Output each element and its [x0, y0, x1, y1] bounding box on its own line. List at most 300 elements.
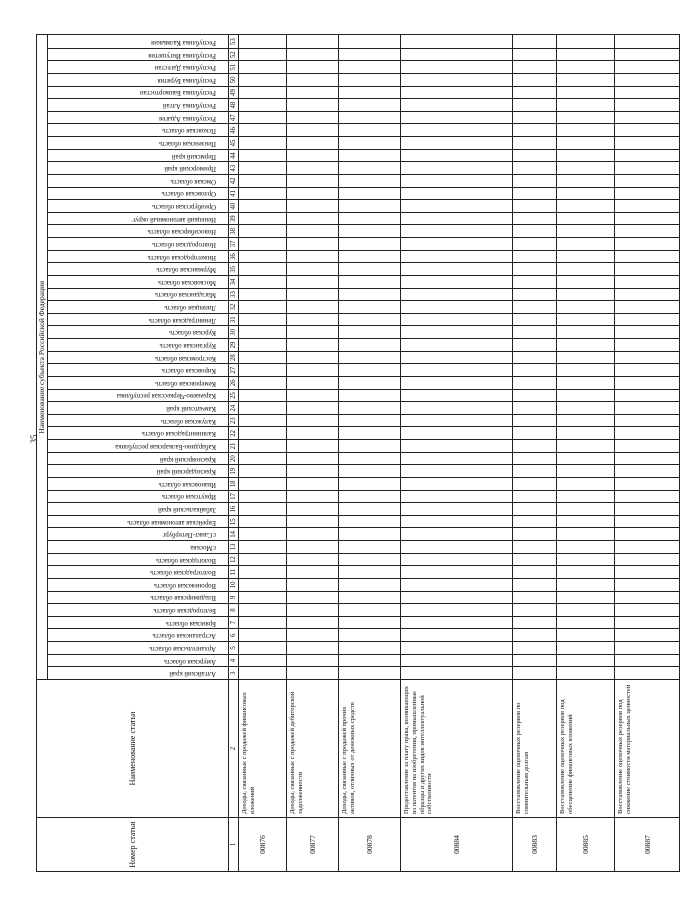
value-cell[interactable] [401, 111, 513, 124]
value-cell[interactable] [557, 452, 615, 465]
value-cell[interactable] [557, 263, 615, 276]
value-cell[interactable] [339, 339, 401, 352]
value-cell[interactable] [339, 200, 401, 213]
value-cell[interactable] [339, 364, 401, 377]
value-cell[interactable] [239, 111, 287, 124]
value-cell[interactable] [513, 351, 557, 364]
value-cell[interactable] [615, 200, 680, 213]
value-cell[interactable] [287, 604, 339, 617]
value-cell[interactable] [557, 250, 615, 263]
value-cell[interactable] [557, 301, 615, 314]
value-cell[interactable] [287, 111, 339, 124]
value-cell[interactable] [557, 313, 615, 326]
value-cell[interactable] [401, 35, 513, 48]
value-cell[interactable] [239, 149, 287, 162]
value-cell[interactable] [513, 238, 557, 251]
value-cell[interactable] [513, 288, 557, 301]
value-cell[interactable] [513, 604, 557, 617]
value-cell[interactable] [557, 111, 615, 124]
value-cell[interactable] [239, 452, 287, 465]
value-cell[interactable] [401, 579, 513, 592]
value-cell[interactable] [513, 541, 557, 554]
value-cell[interactable] [339, 629, 401, 642]
value-cell[interactable] [513, 465, 557, 478]
value-cell[interactable] [401, 86, 513, 99]
value-cell[interactable] [339, 288, 401, 301]
value-cell[interactable] [401, 187, 513, 200]
value-cell[interactable] [513, 263, 557, 276]
value-cell[interactable] [513, 250, 557, 263]
value-cell[interactable] [239, 566, 287, 579]
value-cell[interactable] [401, 465, 513, 478]
value-cell[interactable] [615, 288, 680, 301]
value-cell[interactable] [557, 579, 615, 592]
value-cell[interactable] [513, 187, 557, 200]
value-cell[interactable] [513, 591, 557, 604]
value-cell[interactable] [287, 99, 339, 112]
value-cell[interactable] [239, 642, 287, 655]
value-cell[interactable] [239, 654, 287, 667]
value-cell[interactable] [401, 440, 513, 453]
value-cell[interactable] [401, 642, 513, 655]
value-cell[interactable] [615, 503, 680, 516]
value-cell[interactable] [615, 175, 680, 188]
value-cell[interactable] [615, 579, 680, 592]
value-cell[interactable] [287, 250, 339, 263]
value-cell[interactable] [239, 225, 287, 238]
value-cell[interactable] [513, 414, 557, 427]
value-cell[interactable] [287, 339, 339, 352]
value-cell[interactable] [557, 553, 615, 566]
value-cell[interactable] [401, 162, 513, 175]
value-cell[interactable] [339, 440, 401, 453]
value-cell[interactable] [557, 61, 615, 74]
value-cell[interactable] [557, 503, 615, 516]
value-cell[interactable] [339, 604, 401, 617]
value-cell[interactable] [339, 579, 401, 592]
value-cell[interactable] [287, 402, 339, 415]
value-cell[interactable] [615, 250, 680, 263]
value-cell[interactable] [513, 86, 557, 99]
value-cell[interactable] [339, 591, 401, 604]
value-cell[interactable] [239, 276, 287, 289]
value-cell[interactable] [287, 465, 339, 478]
value-cell[interactable] [615, 465, 680, 478]
value-cell[interactable] [401, 339, 513, 352]
value-cell[interactable] [513, 276, 557, 289]
value-cell[interactable] [615, 162, 680, 175]
value-cell[interactable] [557, 427, 615, 440]
value-cell[interactable] [239, 503, 287, 516]
value-cell[interactable] [513, 478, 557, 491]
value-cell[interactable] [339, 427, 401, 440]
value-cell[interactable] [239, 35, 287, 48]
value-cell[interactable] [401, 452, 513, 465]
value-cell[interactable] [513, 579, 557, 592]
value-cell[interactable] [339, 162, 401, 175]
value-cell[interactable] [401, 616, 513, 629]
value-cell[interactable] [339, 187, 401, 200]
value-cell[interactable] [615, 212, 680, 225]
value-cell[interactable] [615, 48, 680, 61]
value-cell[interactable] [615, 515, 680, 528]
value-cell[interactable] [557, 212, 615, 225]
value-cell[interactable] [239, 616, 287, 629]
value-cell[interactable] [557, 48, 615, 61]
value-cell[interactable] [287, 440, 339, 453]
value-cell[interactable] [513, 528, 557, 541]
value-cell[interactable] [615, 553, 680, 566]
value-cell[interactable] [401, 313, 513, 326]
value-cell[interactable] [339, 389, 401, 402]
value-cell[interactable] [287, 579, 339, 592]
value-cell[interactable] [557, 629, 615, 642]
value-cell[interactable] [287, 389, 339, 402]
value-cell[interactable] [339, 377, 401, 390]
value-cell[interactable] [513, 553, 557, 566]
value-cell[interactable] [401, 604, 513, 617]
value-cell[interactable] [557, 654, 615, 667]
value-cell[interactable] [239, 604, 287, 617]
value-cell[interactable] [287, 137, 339, 150]
value-cell[interactable] [557, 86, 615, 99]
value-cell[interactable] [239, 541, 287, 554]
value-cell[interactable] [557, 137, 615, 150]
value-cell[interactable] [239, 465, 287, 478]
value-cell[interactable] [401, 175, 513, 188]
value-cell[interactable] [513, 364, 557, 377]
value-cell[interactable] [401, 200, 513, 213]
value-cell[interactable] [615, 667, 680, 680]
value-cell[interactable] [401, 48, 513, 61]
value-cell[interactable] [401, 225, 513, 238]
value-cell[interactable] [287, 553, 339, 566]
value-cell[interactable] [557, 566, 615, 579]
value-cell[interactable] [239, 528, 287, 541]
value-cell[interactable] [287, 515, 339, 528]
value-cell[interactable] [239, 427, 287, 440]
value-cell[interactable] [239, 377, 287, 390]
value-cell[interactable] [401, 503, 513, 516]
value-cell[interactable] [239, 667, 287, 680]
value-cell[interactable] [513, 162, 557, 175]
value-cell[interactable] [615, 111, 680, 124]
value-cell[interactable] [339, 452, 401, 465]
value-cell[interactable] [557, 616, 615, 629]
value-cell[interactable] [239, 263, 287, 276]
value-cell[interactable] [401, 402, 513, 415]
value-cell[interactable] [401, 276, 513, 289]
value-cell[interactable] [401, 591, 513, 604]
value-cell[interactable] [557, 642, 615, 655]
value-cell[interactable] [513, 74, 557, 87]
value-cell[interactable] [287, 238, 339, 251]
value-cell[interactable] [615, 440, 680, 453]
value-cell[interactable] [557, 490, 615, 503]
value-cell[interactable] [287, 667, 339, 680]
value-cell[interactable] [239, 61, 287, 74]
value-cell[interactable] [287, 642, 339, 655]
value-cell[interactable] [615, 263, 680, 276]
value-cell[interactable] [513, 61, 557, 74]
value-cell[interactable] [287, 86, 339, 99]
value-cell[interactable] [287, 149, 339, 162]
value-cell[interactable] [339, 326, 401, 339]
value-cell[interactable] [287, 566, 339, 579]
value-cell[interactable] [239, 414, 287, 427]
value-cell[interactable] [239, 326, 287, 339]
value-cell[interactable] [557, 377, 615, 390]
value-cell[interactable] [513, 301, 557, 314]
value-cell[interactable] [615, 566, 680, 579]
value-cell[interactable] [513, 427, 557, 440]
value-cell[interactable] [557, 288, 615, 301]
value-cell[interactable] [239, 389, 287, 402]
value-cell[interactable] [513, 515, 557, 528]
value-cell[interactable] [339, 515, 401, 528]
value-cell[interactable] [401, 250, 513, 263]
value-cell[interactable] [401, 667, 513, 680]
value-cell[interactable] [557, 187, 615, 200]
value-cell[interactable] [513, 339, 557, 352]
value-cell[interactable] [557, 528, 615, 541]
value-cell[interactable] [401, 414, 513, 427]
value-cell[interactable] [557, 402, 615, 415]
value-cell[interactable] [615, 604, 680, 617]
value-cell[interactable] [339, 61, 401, 74]
value-cell[interactable] [615, 74, 680, 87]
value-cell[interactable] [615, 629, 680, 642]
value-cell[interactable] [239, 339, 287, 352]
value-cell[interactable] [513, 225, 557, 238]
value-cell[interactable] [339, 654, 401, 667]
value-cell[interactable] [239, 187, 287, 200]
value-cell[interactable] [401, 124, 513, 137]
value-cell[interactable] [513, 389, 557, 402]
value-cell[interactable] [239, 629, 287, 642]
value-cell[interactable] [615, 99, 680, 112]
value-cell[interactable] [339, 35, 401, 48]
value-cell[interactable] [513, 667, 557, 680]
value-cell[interactable] [557, 238, 615, 251]
value-cell[interactable] [615, 402, 680, 415]
value-cell[interactable] [339, 414, 401, 427]
value-cell[interactable] [239, 490, 287, 503]
value-cell[interactable] [557, 74, 615, 87]
value-cell[interactable] [287, 35, 339, 48]
value-cell[interactable] [339, 528, 401, 541]
value-cell[interactable] [239, 212, 287, 225]
value-cell[interactable] [401, 541, 513, 554]
value-cell[interactable] [287, 175, 339, 188]
value-cell[interactable] [339, 566, 401, 579]
value-cell[interactable] [557, 200, 615, 213]
value-cell[interactable] [513, 175, 557, 188]
value-cell[interactable] [239, 313, 287, 326]
value-cell[interactable] [557, 478, 615, 491]
value-cell[interactable] [401, 74, 513, 87]
value-cell[interactable] [239, 515, 287, 528]
value-cell[interactable] [615, 313, 680, 326]
value-cell[interactable] [287, 427, 339, 440]
value-cell[interactable] [401, 566, 513, 579]
value-cell[interactable] [287, 452, 339, 465]
value-cell[interactable] [615, 351, 680, 364]
value-cell[interactable] [339, 503, 401, 516]
value-cell[interactable] [339, 478, 401, 491]
value-cell[interactable] [557, 604, 615, 617]
value-cell[interactable] [287, 351, 339, 364]
value-cell[interactable] [615, 478, 680, 491]
value-cell[interactable] [557, 35, 615, 48]
value-cell[interactable] [287, 326, 339, 339]
value-cell[interactable] [401, 351, 513, 364]
value-cell[interactable] [557, 667, 615, 680]
value-cell[interactable] [615, 339, 680, 352]
value-cell[interactable] [287, 377, 339, 390]
value-cell[interactable] [339, 238, 401, 251]
value-cell[interactable] [339, 351, 401, 364]
value-cell[interactable] [339, 541, 401, 554]
value-cell[interactable] [287, 616, 339, 629]
value-cell[interactable] [513, 137, 557, 150]
value-cell[interactable] [615, 149, 680, 162]
value-cell[interactable] [287, 629, 339, 642]
value-cell[interactable] [287, 212, 339, 225]
value-cell[interactable] [339, 86, 401, 99]
value-cell[interactable] [339, 212, 401, 225]
value-cell[interactable] [557, 440, 615, 453]
value-cell[interactable] [239, 86, 287, 99]
value-cell[interactable] [513, 377, 557, 390]
value-cell[interactable] [287, 301, 339, 314]
value-cell[interactable] [339, 111, 401, 124]
value-cell[interactable] [287, 276, 339, 289]
value-cell[interactable] [615, 35, 680, 48]
value-cell[interactable] [287, 503, 339, 516]
value-cell[interactable] [287, 541, 339, 554]
value-cell[interactable] [239, 250, 287, 263]
value-cell[interactable] [615, 137, 680, 150]
value-cell[interactable] [339, 553, 401, 566]
value-cell[interactable] [557, 124, 615, 137]
value-cell[interactable] [401, 137, 513, 150]
value-cell[interactable] [401, 654, 513, 667]
value-cell[interactable] [615, 364, 680, 377]
value-cell[interactable] [339, 402, 401, 415]
value-cell[interactable] [287, 225, 339, 238]
value-cell[interactable] [557, 149, 615, 162]
value-cell[interactable] [401, 288, 513, 301]
value-cell[interactable] [287, 124, 339, 137]
value-cell[interactable] [401, 629, 513, 642]
value-cell[interactable] [239, 591, 287, 604]
value-cell[interactable] [287, 490, 339, 503]
value-cell[interactable] [615, 301, 680, 314]
value-cell[interactable] [513, 200, 557, 213]
value-cell[interactable] [339, 263, 401, 276]
value-cell[interactable] [615, 541, 680, 554]
value-cell[interactable] [615, 528, 680, 541]
value-cell[interactable] [513, 629, 557, 642]
value-cell[interactable] [239, 553, 287, 566]
value-cell[interactable] [615, 61, 680, 74]
value-cell[interactable] [557, 541, 615, 554]
value-cell[interactable] [401, 364, 513, 377]
value-cell[interactable] [513, 654, 557, 667]
value-cell[interactable] [615, 616, 680, 629]
value-cell[interactable] [557, 351, 615, 364]
value-cell[interactable] [339, 642, 401, 655]
value-cell[interactable] [513, 503, 557, 516]
value-cell[interactable] [401, 389, 513, 402]
value-cell[interactable] [339, 490, 401, 503]
value-cell[interactable] [557, 276, 615, 289]
value-cell[interactable] [339, 175, 401, 188]
value-cell[interactable] [615, 389, 680, 402]
value-cell[interactable] [513, 616, 557, 629]
value-cell[interactable] [239, 301, 287, 314]
value-cell[interactable] [401, 238, 513, 251]
value-cell[interactable] [239, 402, 287, 415]
value-cell[interactable] [401, 263, 513, 276]
value-cell[interactable] [239, 48, 287, 61]
value-cell[interactable] [615, 427, 680, 440]
value-cell[interactable] [239, 238, 287, 251]
value-cell[interactable] [239, 364, 287, 377]
value-cell[interactable] [339, 124, 401, 137]
value-cell[interactable] [287, 414, 339, 427]
value-cell[interactable] [513, 149, 557, 162]
value-cell[interactable] [513, 440, 557, 453]
value-cell[interactable] [513, 111, 557, 124]
value-cell[interactable] [239, 137, 287, 150]
value-cell[interactable] [287, 478, 339, 491]
value-cell[interactable] [239, 124, 287, 137]
value-cell[interactable] [287, 364, 339, 377]
value-cell[interactable] [287, 591, 339, 604]
value-cell[interactable] [287, 288, 339, 301]
value-cell[interactable] [513, 99, 557, 112]
value-cell[interactable] [557, 225, 615, 238]
value-cell[interactable] [287, 48, 339, 61]
value-cell[interactable] [557, 175, 615, 188]
value-cell[interactable] [615, 377, 680, 390]
value-cell[interactable] [401, 553, 513, 566]
value-cell[interactable] [239, 288, 287, 301]
value-cell[interactable] [615, 225, 680, 238]
value-cell[interactable] [401, 61, 513, 74]
value-cell[interactable] [615, 86, 680, 99]
value-cell[interactable] [557, 99, 615, 112]
value-cell[interactable] [557, 414, 615, 427]
value-cell[interactable] [557, 326, 615, 339]
value-cell[interactable] [401, 99, 513, 112]
value-cell[interactable] [287, 61, 339, 74]
value-cell[interactable] [615, 490, 680, 503]
value-cell[interactable] [513, 566, 557, 579]
value-cell[interactable] [239, 99, 287, 112]
value-cell[interactable] [615, 276, 680, 289]
value-cell[interactable] [615, 452, 680, 465]
value-cell[interactable] [615, 654, 680, 667]
value-cell[interactable] [513, 642, 557, 655]
value-cell[interactable] [615, 326, 680, 339]
value-cell[interactable] [557, 162, 615, 175]
value-cell[interactable] [513, 124, 557, 137]
value-cell[interactable] [401, 149, 513, 162]
value-cell[interactable] [339, 276, 401, 289]
